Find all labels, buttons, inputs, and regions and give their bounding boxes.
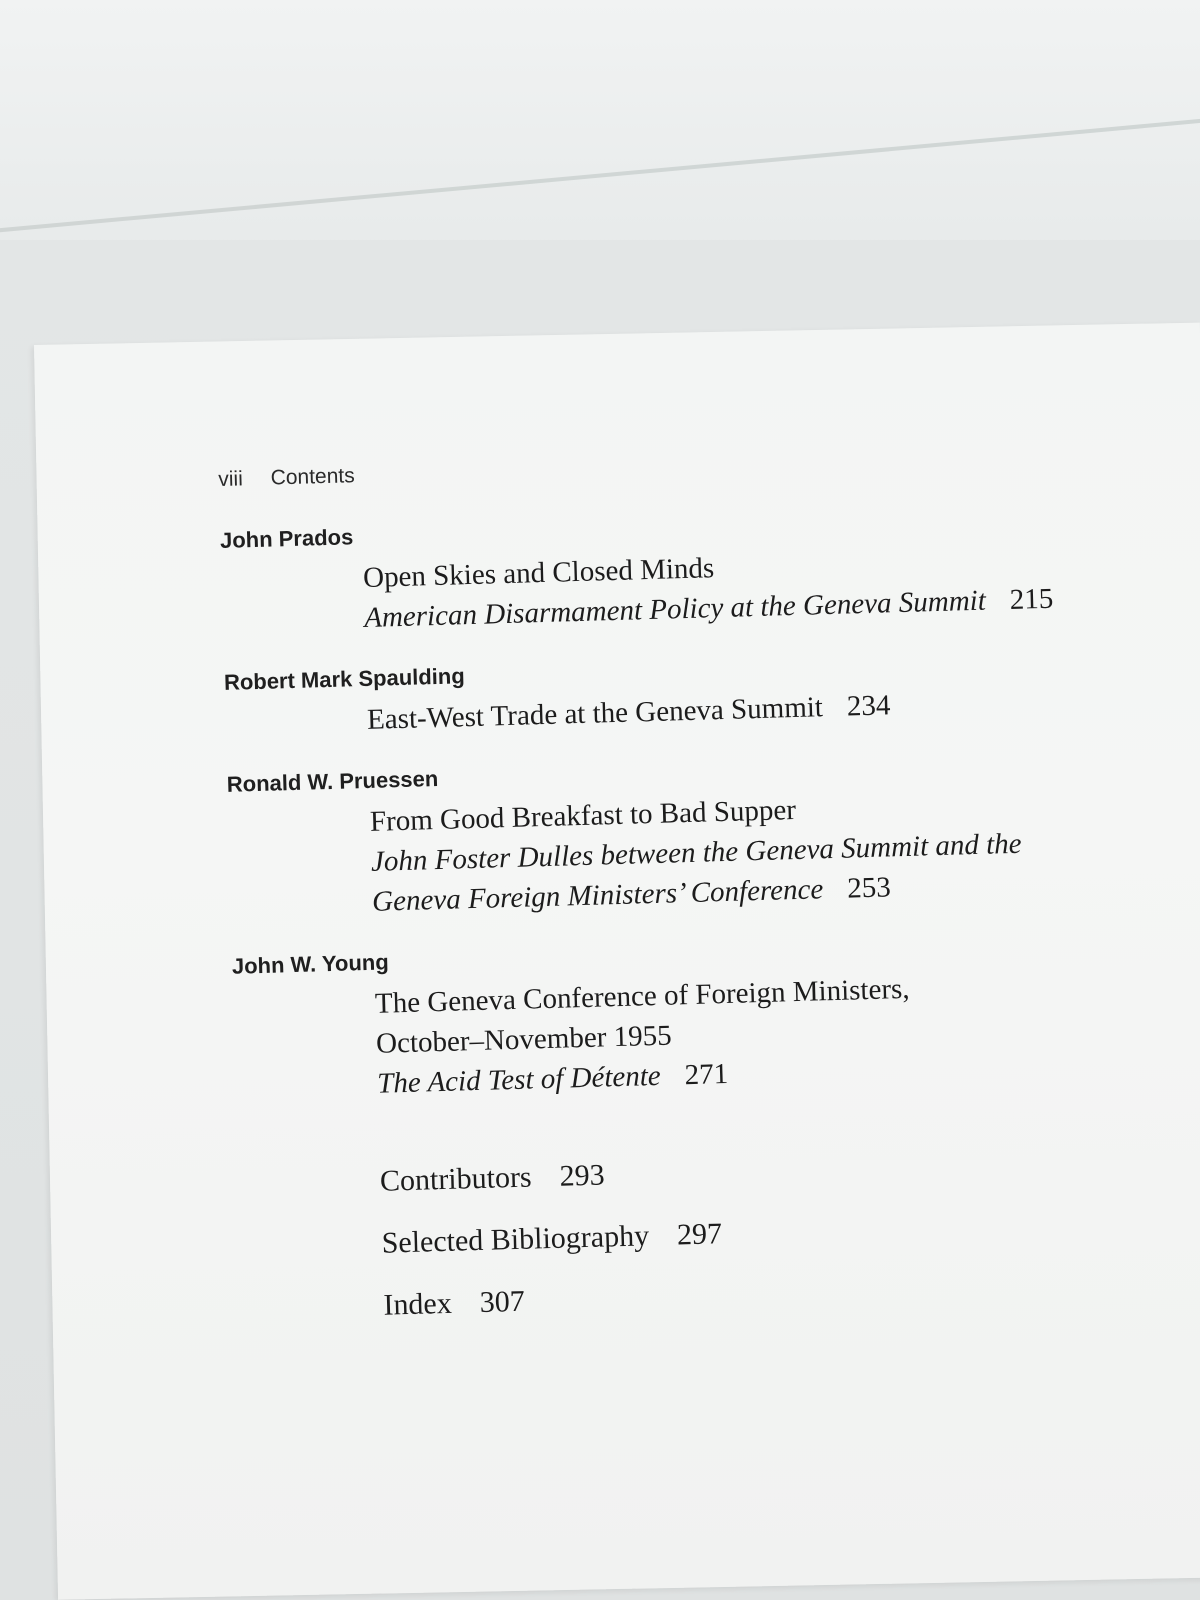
toc-backmatter <box>379 1139 1200 1326</box>
backmatter-item <box>383 1263 1200 1326</box>
entry-title-text: John Foster Dulles between the Geneva Summit and the <box>370 827 1022 878</box>
entry-title-text: The Acid Test of Détente <box>376 1059 662 1100</box>
entry-author: Ronald W. Pruessen <box>226 765 439 797</box>
toc-entry <box>224 643 1186 744</box>
backmatter-page-number: 297 <box>676 1217 723 1252</box>
toc-entry <box>232 927 1196 1108</box>
entry-title-text: October–November 1955 <box>375 1019 673 1060</box>
backmatter-title: Selected Bibliography <box>381 1219 650 1260</box>
entry-title-text: From Good Breakfast to Bad Supper <box>369 794 797 838</box>
entry-page-number: 271 <box>684 1057 729 1092</box>
backmatter-title: Index <box>382 1286 453 1322</box>
backmatter-item <box>379 1139 1198 1202</box>
backmatter-page-number: 293 <box>559 1158 606 1193</box>
running-head-title: Contents <box>270 464 355 490</box>
entry-author: Robert Mark Spaulding <box>223 663 466 695</box>
table-of-contents <box>218 441 1200 1351</box>
entry-lines <box>369 779 1190 922</box>
entry-author: John Prados <box>219 524 354 553</box>
toc-entries <box>220 501 1196 1108</box>
entry-title-text: Geneva Foreign Ministers’ Conference <box>371 873 824 918</box>
toc-entry <box>220 501 1183 642</box>
backmatter-item <box>381 1201 1200 1264</box>
entry-lines <box>374 961 1195 1104</box>
entry-page-number: 253 <box>846 871 892 905</box>
backmatter-title: Contributors <box>379 1160 533 1198</box>
entry-lines <box>363 535 1183 638</box>
entry-title-text: The Geneva Conference of Foreign Ministers, <box>374 972 910 1020</box>
entry-author: John W. Young <box>231 949 390 979</box>
entry-page-number: 234 <box>846 689 891 723</box>
entry-page-number: 215 <box>1009 582 1054 616</box>
backmatter-page-number: 307 <box>479 1284 526 1320</box>
entry-title-text: Open Skies and Closed Minds <box>362 552 715 594</box>
entry-title-text: East-West Trade at the Geneva Summit <box>366 691 824 736</box>
background-wall <box>0 0 1200 260</box>
entry-title-text: American Disarmament Policy at the Geneva Summit <box>363 584 987 634</box>
toc-entry <box>226 745 1190 926</box>
page-folio: viii <box>218 467 244 491</box>
